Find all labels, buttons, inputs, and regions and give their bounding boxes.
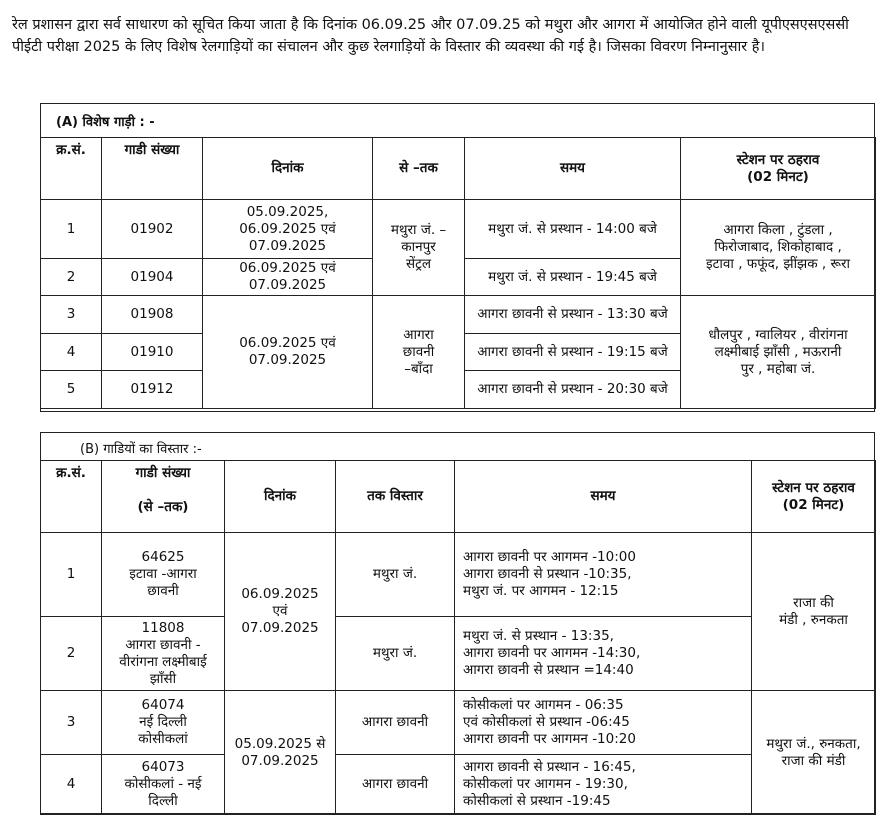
table-row (41, 755, 876, 815)
header-sn: क्र.सं. (41, 138, 102, 200)
row-time: आगरा छावनी से प्रस्थान - 19:15 बजे (465, 334, 681, 371)
table-row (41, 533, 876, 617)
header-extension: तक विस्तार (336, 461, 455, 533)
row-sn: 4 (41, 755, 102, 815)
row-time: आगरा छावनी से प्रस्थान - 13:30 बजे (465, 296, 681, 334)
header-sn: क्र.सं. (41, 461, 102, 533)
row-time: कोसीकलां पर आगमन - 06:35 एवं कोसीकलां से प्रस्थान -06:45 आगरा छावनी पर आगमन -10:20 (455, 691, 752, 755)
row-train: 64625 इटावा -आगरा छावनी (102, 533, 225, 617)
header-halts: स्टेशन पर ठहराव (02 मिनट) (752, 461, 876, 533)
row-extension: आगरा छावनी (336, 755, 455, 815)
row-sn: 5 (41, 371, 102, 409)
table-row (41, 296, 876, 334)
row-extension: मथुरा जं. (336, 533, 455, 617)
row-time: मथुरा जं. से प्रस्थान - 14:00 बजे (465, 200, 681, 259)
table-row (41, 691, 876, 755)
table-row (41, 200, 876, 259)
row-sn: 4 (41, 334, 102, 371)
header-date: दिनांक (225, 461, 336, 533)
row-train-no: 01908 (102, 296, 203, 334)
halts-cell: आगरा किला , टुंडला , फिरोजाबाद, शिकोहाबाद , इटावा , फफूंद, झींझक , रूरा (681, 200, 876, 296)
row-train-no: 01902 (102, 200, 203, 259)
intro-paragraph: रेल प्रशासन द्वारा सर्व साधारण को सूचित किया जाता है कि दिनांक 06.09.25 और 07.09.25 को मथुरा और आगरा में आयोजित होने वाली यूपीएसएसएससी पीईटी परीक्षा 2025 के लिए विशेष रेलगाड़ियों का संचालन और कुछ रेलगाड़ियों के विस्तार की व्यवस्था की गई है। जिसका विवरण निम्नानुसार है। (12, 17, 849, 55)
row-sn: 3 (41, 296, 102, 334)
header-from-to: से –तक (373, 138, 465, 200)
row-sn: 1 (41, 200, 102, 259)
row-extension: मथुरा जं. (336, 617, 455, 691)
section-b-title: (B) गाडियों का विस्तार :- (80, 442, 202, 457)
row-date: 06.09.2025 एवं 07.09.2025 (203, 296, 373, 409)
halts-cell: राजा की मंडी , रुनकता (752, 533, 876, 691)
header-train-no: गाडी संख्या (से –तक) (102, 461, 225, 533)
row-time: मथुरा जं. से प्रस्थान - 19:45 बजे (465, 259, 681, 296)
route-cell: मथुरा जं. – कानपुर सेंट्रल (373, 200, 465, 296)
row-date: 05.09.2025 से 07.09.2025 (225, 691, 336, 815)
row-train-no: 01912 (102, 371, 203, 409)
row-train-no: 01904 (102, 259, 203, 296)
special-trains-table (40, 137, 876, 409)
halts-cell: मथुरा जं., रुनकता, राजा की मंडी (752, 691, 876, 815)
halts-cell: धौलपुर , ग्वालियर , वीरांगना लक्ष्मीबाई झाँसी , मऊरानी पुर , महोबा जं. (681, 296, 876, 409)
section-a-title: (A) विशेष गाड़ी : - (56, 115, 155, 130)
row-time: आगरा छावनी पर आगमन -10:00 आगरा छावनी से प्रस्थान -10:35, मथुरा जं. पर आगमन - 12:15 (455, 533, 752, 617)
row-date: 06.09.2025 एवं 07.09.2025 (225, 533, 336, 691)
row-train: 11808 आगरा छावनी - वीरांगना लक्ष्मीबाई झाँसी (102, 617, 225, 691)
train-extension-table (40, 460, 876, 815)
header-date: दिनांक (203, 138, 373, 200)
row-time: मथुरा जं. से प्रस्थान - 13:35, आगरा छावनी पर आगमन -14:30, आगरा छावनी से प्रस्थान =14:40 (455, 617, 752, 691)
header-halts: स्टेशन पर ठहराव (02 मिनट) (681, 138, 876, 200)
table-row (41, 617, 876, 691)
row-date: 05.09.2025, 06.09.2025 एवं 07.09.2025 (203, 200, 373, 259)
header-train-no: गाडी संख्या (102, 138, 203, 200)
table-header-row (41, 461, 876, 533)
row-train: 64073 कोसीकलां - नई दिल्ली (102, 755, 225, 815)
row-sn: 2 (41, 617, 102, 691)
table-header-row (41, 138, 876, 200)
row-time: आगरा छावनी से प्रस्थान - 20:30 बजे (465, 371, 681, 409)
row-train: 64074 नई दिल्ली कोसीकलां (102, 691, 225, 755)
row-sn: 1 (41, 533, 102, 617)
row-extension: आगरा छावनी (336, 691, 455, 755)
header-time: समय (465, 138, 681, 200)
row-date: 06.09.2025 एवं 07.09.2025 (203, 259, 373, 296)
row-sn: 3 (41, 691, 102, 755)
row-train-no: 01910 (102, 334, 203, 371)
row-sn: 2 (41, 259, 102, 296)
route-cell: आगरा छावनी –बाँदा (373, 296, 465, 409)
row-time: आगरा छावनी से प्रस्थान - 16:45, कोसीकलां पर आगमन - 19:30, कोसीकलां से प्रस्थान -19:45 (455, 755, 752, 815)
header-time: समय (455, 461, 752, 533)
